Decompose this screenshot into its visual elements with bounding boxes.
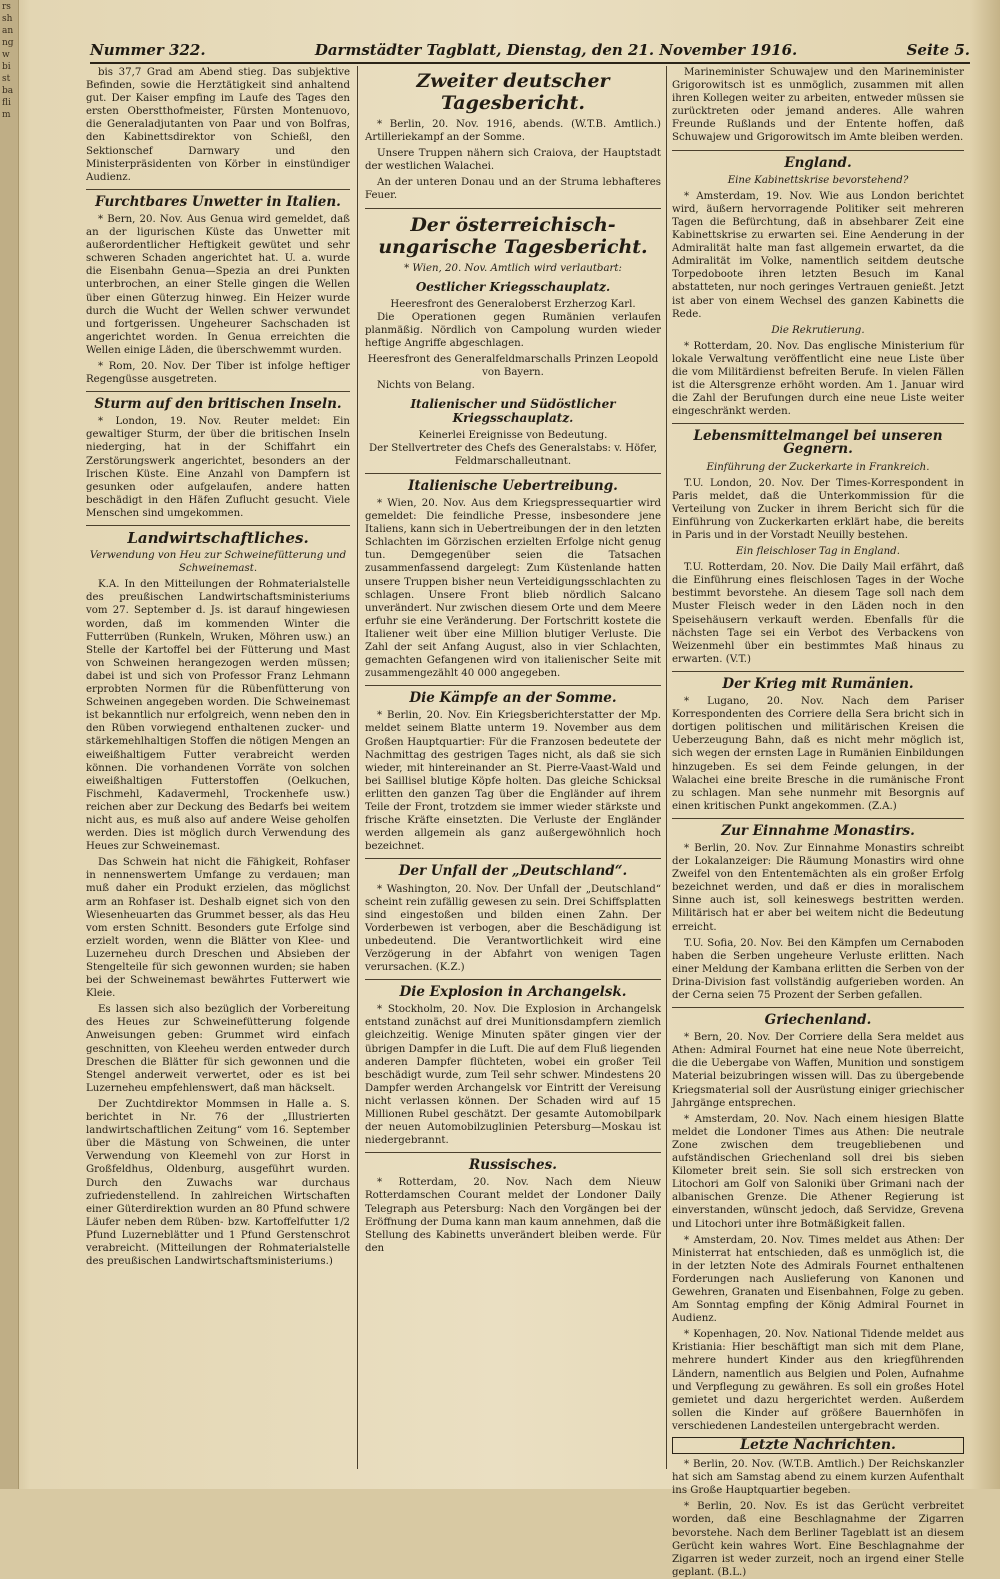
masthead-date: Darmstädter Tagblatt, Dienstag, den 21. November 1916.	[314, 41, 798, 59]
article-paragraph: * Berlin, 20. Nov. (W.T.B. Amtlich.) Der Reichskanzler hat sich am Samstag abend zu einem kurzen Aufenthalt ins Große Hauptquartier begeben.	[672, 1459, 964, 1497]
article-headline: Italienische Uebertreibung.	[408, 477, 618, 494]
divider	[365, 473, 661, 474]
article-paragraph: T.U. Rotterdam, 20. Nov. Die Daily Mail erfährt, daß die Einführung eines fleischlosen Tages in der Woche bestimmt bevorstehe. An diesem Tage soll nach dem Muster Fleisch weder in den Läden noch in den Speisehäusern verkauft werden. Ebenfalls für die nächsten Tage sei ein Verbot des Verbackens von Weizenmehl über ein bestimmtes Maß hinaus zu erwarten. (V.T.)	[672, 562, 964, 665]
article-paragraph: Unsere Truppen nähern sich Craiova, der Hauptstadt der westlichen Walachei.	[365, 148, 661, 173]
article-paragraph: * Bern, 20. Nov. Der Corriere della Sera meldet aus Athen: Admiral Fournet hat eine neue Note überreicht, die die Uebergabe von Waffen, Munition und sonstigem Material beizubringen wissen will. Das zu übergebende Kriegsmaterial soll der Ausrüstung einiger griechischer Jahrgänge entsprechen.	[672, 1032, 964, 1109]
article-paragraph: bis 37,7 Grad am Abend stieg. Das subjektive Befinden, sowie die Herztätigkeit sind anhaltend gut. Der Kaiser empfing im Laufe des Tages den ersten Oberstthofmeister, Fürsten Montenuovo, die Generaladjutanten von Paar und von Bolfras, den Kabinettsdirektor von Schießl, den Sektionschef Darnwary und den Ministerpräsidenten von Körber in einstündiger Audienz.	[86, 67, 350, 183]
column-rule	[357, 66, 358, 1469]
article-paragraph: * Rotterdam, 20. Nov. Das englische Ministerium für lokale Verwaltung veröffentlicht eine neue Liste über die vom Militärdienst befreiten Berufe. In vielen Fällen ist die Altersgrenze erhöht worden. Am 1. Januar wird die Zahl der Berufungen durch eine neue Liste weiter eingeschränkt werden.	[672, 340, 964, 418]
article-headline: Griechenland.	[764, 1012, 872, 1029]
page-header	[90, 38, 970, 64]
margin-fragment: bi	[2, 62, 11, 72]
divider	[365, 685, 661, 686]
divider	[365, 1152, 661, 1153]
article-paragraph: K.A. In den Mitteilungen der Rohmaterialstelle des preußischen Landwirtschaftsministeriums vom 27. September d. Js. ist darauf hingewiesen worden, daß im kommenden Winter die Futterrüben (Runkeln, Wruken, Möhren usw.) an Stelle der Kartoffel bei der Fütterung und Mast von Schweinen herangezogen werden müssen; dabei ist und sich von Professor Franz Lehmann erprobten Normen für die Rübenfütterung von Schweinen angegeben worden. Die Schweinemast ist bekanntlich nur erfolgreich, wenn neben den in den Rüben vorwiegend enthaltenen zucker- und stärkemehlhaltigen Stoffen die nötigen Mengen an eiweißhaltigem Futter verabreicht werden können. Die vorhandenen Vorräte von solchen eiweißhaltigen Futterstoffen (Oelkuchen, Fischmehl, Kadavermehl, Trockenhefe usw.) reichen aber zur Deckung des Bedarfs bei weitem nicht aus, es muß also auf andere Weise geholfen werden. Dies ist möglich durch Verwendung des Heues zur Schweinemast.	[86, 579, 350, 853]
margin-fragment: sh	[2, 14, 13, 24]
article-paragraph: T.U. Sofia, 20. Nov. Bei den Kämpfen um Cernaboden haben die Serben ungeheure Verluste erlitten. Nach einer Meldung der Kambana erlitten die Serben von der Drina-Division fast vollständig aufgerieben worden. An der Cerna seien 75 Prozent der Serben gefallen.	[672, 937, 964, 1001]
article-paragraph: * Berlin, 20. Nov. 1916, abends. (W.T.B. Amtlich.) Artilleriekampf an der Somme.	[365, 119, 661, 144]
subheadline: Keinerlei Ereignisse von Bedeutung.	[418, 429, 608, 441]
article-headline: Zur Einnahme Monastirs.	[721, 822, 915, 839]
article-headline: Zweiter deutscher Tagesbericht.	[416, 70, 610, 114]
divider	[672, 150, 964, 151]
article-paragraph: * Berlin, 20. Nov. Zur Einnahme Monastirs schreibt der Lokalanzeiger: Die Räumung Monastirs wird ohne Zweifel von den Ententemächten als ein großer Erfolg bezeichnet werden, und daß er dies in moralischem Sinne auch ist, soll keineswegs bestritten werden. Militärisch hat er aber bei weitem nicht die Bedeutung erreicht.	[672, 842, 964, 933]
article-headline: Der österreichisch-ungarische Tagesbericht.	[378, 213, 648, 258]
margin-fragment: an	[2, 26, 14, 36]
subheadline: Italienischer und Südöstlicher Kriegsschauplatz.	[410, 397, 616, 425]
subheadline: Heeresfront des Generalfeldmarschalls Prinzen Leopold von Bayern.	[367, 354, 659, 379]
subheadline: Einführung der Zuckerkarte in Frankreich.	[706, 461, 930, 473]
section-headline: Landwirtschaftliches.	[127, 529, 309, 547]
article-paragraph: Das Schwein hat nicht die Fähigkeit, Rohfaser in nennenswertem Umfange zu verdauen; man muß daher ein Produkt erzielen, das möglichst arm an Rohfaser ist. Deshalb eignet sich von den Wiesenheuarten das Grummet besser, als das Heu vom ersten Schnitt. Besonders gute Erfolge sind erzielt worden, wenn die Blätter von Klee- und Luzerneheu durch Dreschen und Absieben der Stengelteile für sich gewonnen wurden; sie haben bei der Schweinemast bewährtes Futterwert wie Kleie.	[86, 857, 350, 1000]
article-paragraph: * Rom, 20. Nov. Der Tiber ist infolge heftiger Regengüsse ausgetreten.	[86, 360, 350, 386]
divider	[672, 423, 964, 424]
margin-fragment: rs	[2, 2, 11, 12]
article-paragraph: T.U. London, 20. Nov. Der Times-Korrespondent in Paris meldet, daß die Unterkommission für die Verteilung von Zucker in ihrem Bericht sich für die Einführung von Zuckerkarten erklärt habe, die bereits in Paris und in der Vorstadt Neuilly bestehen.	[672, 477, 964, 541]
article-paragraph: Die Operationen gegen Rumänien verlaufen planmäßig. Nördlich von Campolung wurden wieder heftige Angriffe abgeschlagen.	[365, 311, 661, 350]
divider	[672, 1007, 964, 1008]
subheadline: Heeresfront des Generaloberst Erzherzog Karl.	[390, 298, 636, 310]
margin-fragment: w	[2, 50, 10, 60]
column-middle	[365, 66, 661, 1469]
article-paragraph: * Bern, 20. Nov. Aus Genua wird gemeldet, daß an der ligurischen Küste das Unwetter mit außerordentlicher Heftigkeit gewütet und sehr schweren Schaden angerichtet hat. U. a. wurde die Eisenbahn Genua—Spezia an drei Punkten unterbrochen, an einer Stelle gingen die Wellen über einen Güterzug hinweg. Ein Heizer wurde durch die Wucht der Wellen schwer verwundet und fortgerissen. Ungeheurer Sachschaden ist angerichtet worden. In Genua erreichten die Wellen einige Läden, die überschwemmt wurden.	[86, 213, 350, 356]
column-right	[672, 66, 964, 1578]
margin-fragment: m	[2, 110, 11, 120]
article-paragraph: * Amsterdam, 20. Nov. Times meldet aus Athen: Der Ministerrat hat entschieden, daß es unmöglich ist, die in der letzten Note des Admirals Fournet enthaltenen Forderungen nach Auslieferung von Kanonen und Gewehren, Granaten und Eisenbahnen, Folge zu geben. Am Sonntag empfing der König Admiral Fournet in Audienz.	[672, 1234, 964, 1325]
subheadline: Eine Kabinettskrise bevorstehend?	[727, 174, 909, 186]
margin-fragment: fli	[2, 98, 11, 108]
article-headline: Furchtbares Unwetter in Italien.	[95, 193, 341, 210]
column-rule	[666, 66, 667, 1469]
article-headline: Die Explosion in Archangelsk.	[399, 984, 627, 1001]
article-paragraph: Marineminister Schuwajew und den Marineminister Grigorowitsch ist es unmöglich, zusammen mit allen ihren Kollegen weiter zu arbeiten, entweder müssen sie zurücktreten oder jemand anderes. Alle wahren Freunde Rußlands und der Entente hoffen, daß Schuwajew und Grigorowitsch im Amte bleiben werden.	[672, 67, 964, 144]
divider	[86, 189, 350, 190]
page-number: Seite 5.	[906, 41, 970, 59]
article-headline: Der Krieg mit Rumänien.	[722, 675, 914, 692]
article-paragraph: * Wien, 20. Nov. Aus dem Kriegspressequartier wird gemeldet: Die feindliche Presse, insbesondere jene Italiens, kann sich in Uebertreibungen der in den letzten Schlachten im Görzischen erzielten Erfolge nicht genug tun. Demgegenüber seien die Tatsachen zusammenfassend dargelegt: Zum Küstenlande hatten unsere Truppen bisher neun Verteidigungsschlachten zu schlagen. Unsere Front blieb nördlich Salcano unverändert. Nur zwischen diesem Orte und dem Meere erfuhr sie eine Veränderung. Der Fortschritt kostete die Italiener weit über eine Million blutiger Verluste. Die Zahl der seit Anfang August, also in vier Schlachten, gemachten Gefangenen wird von italienischer Seite mit zusammengezählt 40 000 angegeben.	[365, 497, 661, 680]
dateline: * Wien, 20. Nov. Amtlich wird verlautbart:	[404, 262, 622, 274]
article-headline: Die Kämpfe an der Somme.	[409, 690, 617, 707]
article-paragraph: An der unteren Donau und an der Struma lebhafteres Feuer.	[365, 177, 661, 202]
article-paragraph: * Stockholm, 20. Nov. Die Explosion in Archangelsk entstand zunächst auf drei Munitionsdampfern ziemlich gleichzeitig. Wenige Minuten später gingen vier der übrigen Dampfer in die Luft. Die auf dem Fluß liegenden anderen Dampfer flüchteten, wobei ein großer Teil beschädigt wurde, zum Teil sehr schwer. Mindestens 20 Dampfer werden Archangelsk vor Eintritt der Vereisung nicht verlassen können. Der Schaden wird auf 15 Millionen Rubel geschätzt. Der gesamte Automobilpark der neuen Automobilzuglinien Petersburg—Moskau ist niedergebrannt.	[365, 1004, 661, 1147]
article-paragraph: Der Zuchtdirektor Mommsen in Halle a. S. berichtet in Nr. 76 der „Illustrierten landwirtschaftlichen Zeitung“ vom 16. September über die Mästung von Schweinen, die unter Verwendung von Kleemehl von zur Horst in Großfeldhus, Oldenburg, ausgeführt wurden. Durch den Zuwachs war durchaus zufriedenstellend. In zahlreichen Wirtschaften einer Güterdirektion wurden an 80 Pfund schwere Läufer neben dem Rüben- bzw. Kartoffelfutter 1/2 Pfund Luzerneblätter und 1 Pfund Gerstenschrot verabreicht. (Mitteilungen der Rohmaterialstelle des preußischen Landwirtschaftsministeriums.)	[86, 1098, 350, 1268]
article-headline: Der Unfall der „Deutschland“.	[398, 863, 628, 880]
divider	[86, 391, 350, 392]
divider	[672, 818, 964, 819]
margin-fragment: ng	[2, 38, 14, 48]
article-paragraph: Es lassen sich also bezüglich der Vorbereitung des Heues zur Schweinefütterung folgende Anweisungen geben: Grummet wird einfach geschnitten, von Kleeheu werden entweder durch Dreschen die Blätter für sich gewonnen und die Stengel anderweit verwertet, oder es ist bei Luzerneheu empfehlenswert, daß man häckselt.	[86, 1004, 350, 1094]
article-paragraph: * Kopenhagen, 20. Nov. National Tidende meldet aus Kristiania: Hier beschäftigt man sich mit dem Plane, mehrere hundert Kinder aus den kriegführenden Ländern, namentlich aus Belgien und Polen, Aufnahme und Verpflegung zu gewähren. Es soll ein großes Hotel gemietet und dazu hergerichtet werden. Außerdem sollen die Kinder auf größere Bauernhöfen in verschiedenen Landesteilen untergebracht werden.	[672, 1329, 964, 1432]
divider	[672, 671, 964, 672]
article-paragraph: * Washington, 20. Nov. Der Unfall der „Deutschland“ scheint rein zufällig gewesen zu sein. Drei Schiffsplatten sind eingestoßen und bilden einen Zahn. Der Vorderbewen ist verbogen, aber die Beschädigung ist unbedeutend. Die Verantwortlichkeit wird eine Verzögerung in der Abfahrt von wenigen Tagen verursachen. (K.Z.)	[365, 883, 661, 974]
article-headline: Russisches.	[469, 1157, 557, 1174]
divider	[365, 979, 661, 980]
article-headline: England.	[784, 154, 852, 171]
issue-number: Nummer 322.	[90, 41, 206, 59]
article-paragraph: * Berlin, 20. Nov. Es ist das Gerücht verbreitet worden, daß eine Beschlagnahme der Zigarren bevorstehe. Nach dem Berliner Tageblatt ist an diesem Gerücht kein wahres Wort. Eine Beschlagnahme der Zigarren ist weder zurzeit, noch an irgend einer Stelle geplant. (B.L.)	[672, 1501, 964, 1578]
article-headline: Lebensmittelmangel bei unseren Gegnern.	[693, 428, 943, 458]
subheadline: Oestlicher Kriegsschauplatz.	[415, 279, 611, 294]
article-paragraph: * London, 19. Nov. Reuter meldet: Ein gewaltiger Sturm, der über die britischen Inseln niederging, hat in der Schiffahrt ein Zerstörungswerk angerichtet, besonders an der Irischen Küste. Eine Anzahl von Dampfern ist gesunken oder aufgelaufen, andere hatten beschädigt in den Häfen Zuflucht gesucht. Viele Menschen sind umgekommen.	[86, 416, 350, 519]
boxed-headline: Letzte Nachrichten.	[672, 1437, 964, 1454]
article-paragraph: * Amsterdam, 20. Nov. Nach einem hiesigen Blatte meldet die Londoner Times aus Athen: Die neutrale Zone zwischen dem treugebliebenen und aufständischen Griechenland soll drei bis sieben Kilometer breit sein. Sie soll sich erstrecken von Litochori am Golf von Saloniki über Grimani nach der albanischen Grenze. Die Athener Regierung ist einverstanden, wünscht jedoch, daß Servidze, Grevena und Litochori unter ihre Botmäßigkeit fallen.	[672, 1113, 964, 1230]
signature: Der Stellvertreter des Chefs des Generalstabs: v. Höfer, Feldmarschalleutnant.	[368, 442, 658, 467]
article-paragraph: * Amsterdam, 19. Nov. Wie aus London berichtet wird, äußern hervorragende Politiker seit mehreren Tagen die Befürchtung, daß in absehbarer Zeit eine Kabinettskrise zu erwarten sei. Eine Aenderung in der Admiralität halte man fast allgemein erwartet, da die Admiralität im Volke, namentlich seitdem deutsche Torpedoboote ihren letzten Besuch im Kanal abstatteten, nur noch geringes Vertrauen genießt. Jetzt ist aber von einem Wechsel des ganzen Kabinetts die Rede.	[672, 190, 964, 320]
article-headline: Sturm auf den britischen Inseln.	[94, 396, 342, 413]
article-paragraph: * Lugano, 20. Nov. Nach dem Pariser Korrespondenten des Corriere della Sera bricht sich in dortigen politischen und militärischen Kreisen die Ueberzeugung Bahn, daß es nicht mehr möglich ist, sich wegen der ernsten Lage in Rumänien Einbildungen hinzugeben. Es sei dem Feinde gelungen, in der Walachei eine breite Bresche in die rumänische Front zu schlagen. Man sehe nunmehr mit Besorgnis auf einen kritischen Punkt angekommen. (Z.A.)	[672, 696, 964, 812]
article-paragraph: * Berlin, 20. Nov. Ein Kriegsberichterstatter der Mp. meldet seinem Blatte unterm 19. November aus dem Großen Hauptquartier: Für die Franzosen bedeutete der Nachmittag des gestrigen Tages nicht, als daß sie sich wieder, mit hintereinander an St. Pierre-Vaast-Wald und bei Saillisel blutige Köpfe holten. Das gleiche Schicksal erlitten den ganzen Tag über die Engländer auf ihrem Teile der Front, trotzdem sie immer wieder stärkste und frische Kräfte einsetzten. Die Verluste der Engländer werden allgemein als ganz außergewöhnlich hoch bezeichnet.	[365, 710, 661, 853]
subheadline: Die Rekrutierung.	[771, 324, 865, 336]
margin-fragment: ba	[2, 86, 14, 96]
margin-fragment: st	[2, 74, 11, 84]
adjacent-page-margin	[0, 0, 19, 1489]
article-paragraph: Nichts von Belang.	[377, 380, 475, 392]
divider	[365, 858, 661, 859]
divider	[86, 525, 350, 526]
article-paragraph: * Rotterdam, 20. Nov. Nach dem Nieuw Rotterdamschen Courant meldet der Londoner Daily Telegraph aus Petersburg: Nach den Vorgängen bei der Eröffnung der Duma kann man kaum annehmen, daß die Stellung des Kabinetts unverändert bleiben werde. Für den	[365, 1177, 661, 1254]
column-left	[86, 66, 350, 1469]
divider	[365, 208, 661, 209]
section-subheadline: Verwendung von Heu zur Schweinefütterung und Schweinemast.	[89, 550, 347, 575]
subheadline: Ein fleischloser Tag in England.	[736, 546, 900, 558]
